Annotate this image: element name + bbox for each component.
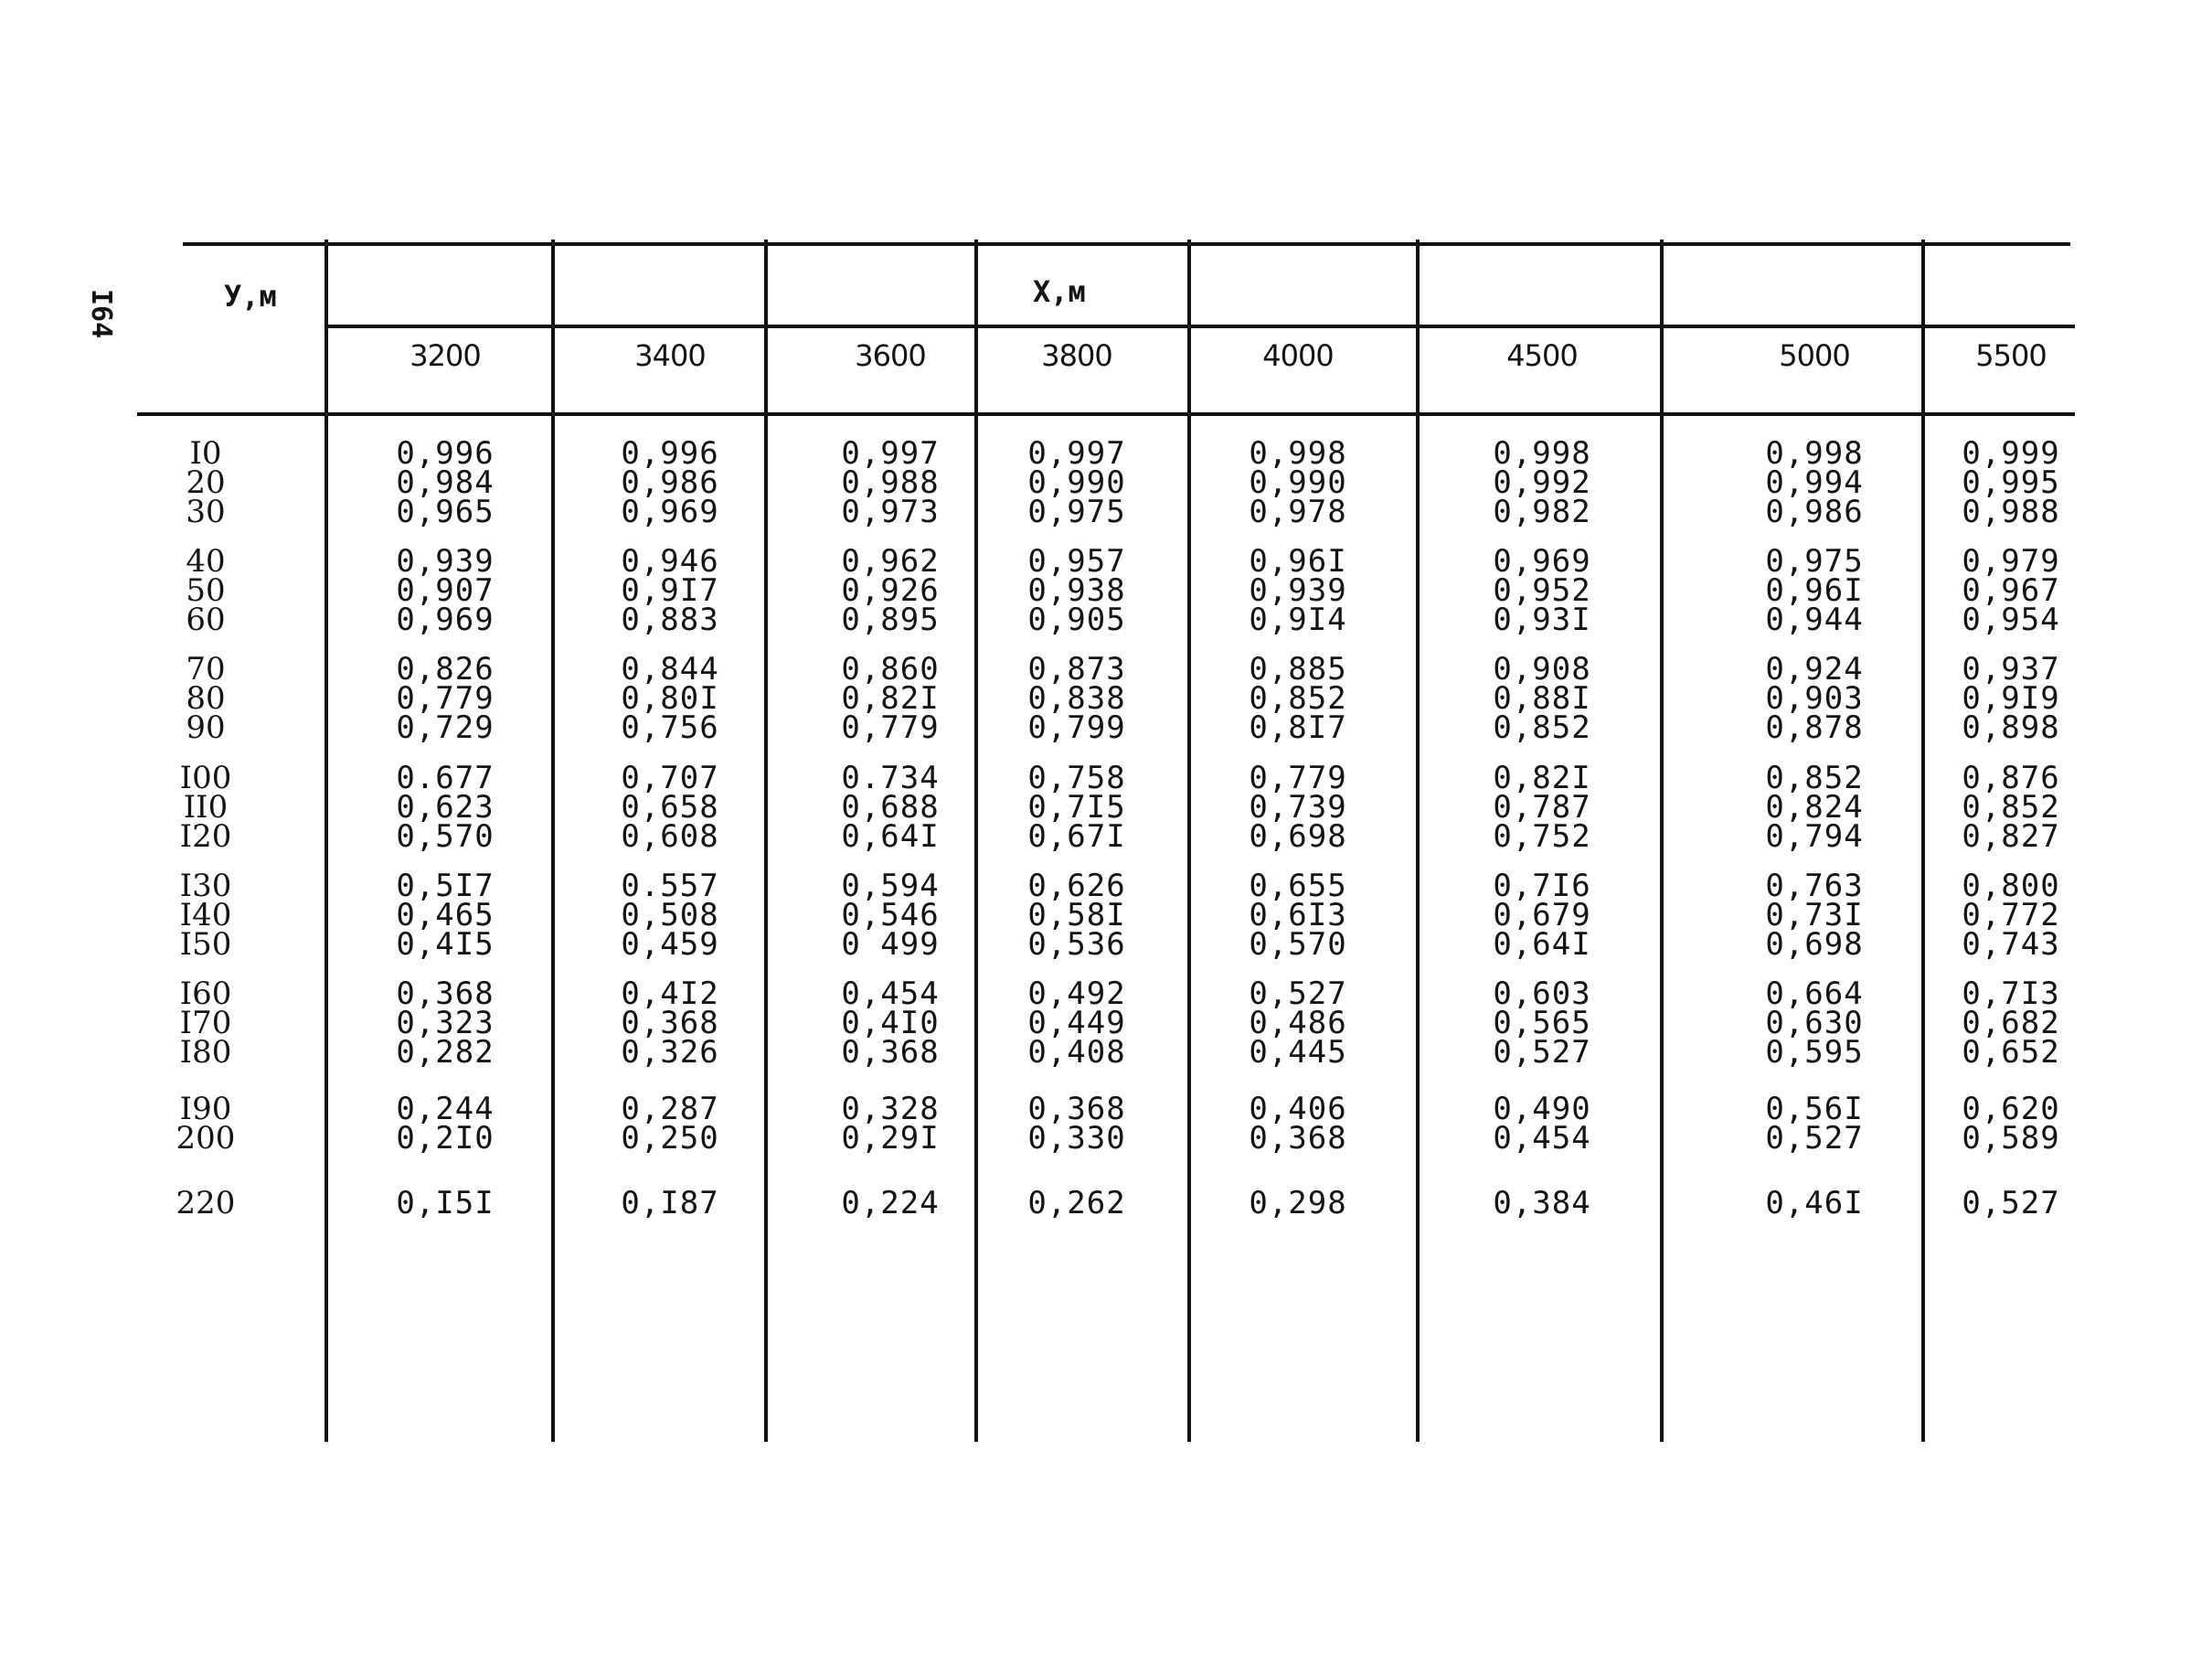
table-cell: 0,626 [1027,868,1126,904]
table-cell: 0,969 [1493,543,1591,580]
table-cell: 0,490 [1493,1091,1591,1127]
table-cell: 0,I87 [621,1185,719,1221]
table-cell: 0,5I7 [396,868,495,904]
table-cell: 0,595 [1765,1034,1864,1071]
table-cell: 0,682 [1962,1005,2060,1041]
table-cell: 0,406 [1249,1091,1347,1127]
page-number: I64 [85,289,117,339]
table-cell: 0,969 [621,494,719,530]
table-cell: 0,826 [396,651,495,688]
table-cell: 0,96I [1765,572,1864,609]
table-cell: 0,794 [1765,818,1864,855]
column-rule [1416,240,1420,1442]
table-cell: 0,56I [1765,1091,1864,1127]
column-header: 3600 [855,338,926,373]
column-header: 3200 [409,338,481,373]
table-cell: 0,9I4 [1249,602,1347,638]
table-cell: 0,954 [1962,602,2060,638]
table-cell: 0,536 [1027,926,1126,963]
table-cell: 0,7I5 [1027,789,1126,826]
table-cell: 0,978 [1249,494,1347,530]
table-cell: 0,603 [1493,976,1591,1012]
row-label: 200 [175,1120,236,1157]
table-cell: 0,986 [621,464,719,501]
row-label: II0 [183,789,229,826]
table-cell: 0,787 [1493,789,1591,826]
table-cell: 0,570 [1249,926,1347,963]
table-cell: 0,975 [1765,543,1864,580]
table-cell: 0,990 [1027,464,1126,501]
row-label: 220 [175,1185,236,1221]
column-header: 3800 [1041,338,1112,373]
table-cell: 0,368 [1027,1091,1126,1127]
table-cell: 0,756 [621,709,719,746]
table-cell: 0,984 [396,464,495,501]
table-cell: 0,445 [1249,1034,1347,1071]
table-cell: 0,459 [621,926,719,963]
table-cell: 0,652 [1962,1034,2060,1071]
table-cell: 0,707 [621,760,719,796]
table-cell: 0,454 [1493,1120,1591,1157]
table-cell: 0,999 [1962,435,2060,472]
table-cell: 0,876 [1962,760,2060,796]
table-cell: 0,8I7 [1249,709,1347,746]
table-cell: 0,454 [841,976,940,1012]
table-cell: 0,926 [841,572,940,609]
table-cell: 0.734 [841,760,940,796]
table-cell: 0,589 [1962,1120,2060,1157]
table-cell: 0,998 [1765,435,1864,472]
column-header: 4000 [1262,338,1334,373]
row-label: I0 [189,435,222,472]
table-cell: 0,250 [621,1120,719,1157]
table-cell: 0,630 [1765,1005,1864,1041]
table-cell: 0,282 [396,1034,495,1071]
table-cell: 0,4I5 [396,926,495,963]
row-label: 60 [186,602,226,638]
table-cell: 0,224 [841,1185,940,1221]
table-cell: 0,527 [1493,1034,1591,1071]
table-cell: 0,994 [1765,464,1864,501]
table-cell: 0,594 [841,868,940,904]
table-cell: 0,852 [1765,760,1864,796]
column-rule [1187,240,1191,1442]
table-cell: 0,698 [1765,926,1864,963]
table-cell: 0,80I [621,680,719,717]
table-cell: 0,368 [1249,1120,1347,1157]
table-cell: 0,492 [1027,976,1126,1012]
table-cell: 0.557 [621,868,719,904]
table-cell: 0,486 [1249,1005,1347,1041]
row-label: 90 [186,709,226,746]
table-cell: 0,779 [396,680,495,717]
table-cell: 0,965 [396,494,495,530]
row-label: 40 [186,543,226,580]
table-cell: 0,979 [1962,543,2060,580]
table-cell: 0,969 [396,602,495,638]
table-cell: 0,729 [396,709,495,746]
table-cell: 0,772 [1962,897,2060,933]
table-cell: 0,546 [841,897,940,933]
table-cell: 0,58I [1027,897,1126,933]
table-cell: 0,988 [1962,494,2060,530]
row-label: I00 [179,760,232,796]
row-label: I80 [179,1034,232,1071]
table-cell: 0,986 [1765,494,1864,530]
table-cell: 0,384 [1493,1185,1591,1221]
table-cell: 0,924 [1765,651,1864,688]
table-cell: 0,883 [621,602,719,638]
table-cell: 0,7I3 [1962,976,2060,1012]
table-cell: 0,6I3 [1249,897,1347,933]
table-cell: 0,903 [1765,680,1864,717]
table-cell: 0,908 [1493,651,1591,688]
table-cell: 0,988 [841,464,940,501]
table-cell: 0,570 [396,818,495,855]
column-rule [1660,240,1664,1442]
table-cell: 0,9I7 [621,572,719,609]
column-rule [974,240,978,1442]
table-cell: 0,608 [621,818,719,855]
header-bottom-rule [137,412,2075,416]
y-header: У,м [224,279,277,314]
table-cell: 0,4I0 [841,1005,940,1041]
table-cell: 0,800 [1962,868,2060,904]
table-cell: 0,368 [621,1005,719,1041]
table-cell: 0,408 [1027,1034,1126,1071]
column-header: 5500 [1975,338,2047,373]
table-cell: 0,992 [1493,464,1591,501]
row-label: I20 [179,818,232,855]
table-top-rule [183,242,2070,246]
table-cell: 0,7I6 [1493,868,1591,904]
column-rule [324,240,328,1442]
table-cell: 0,905 [1027,602,1126,638]
table-cell: 0,982 [1493,494,1591,530]
column-header: 4500 [1506,338,1578,373]
column-rule [764,240,768,1442]
table-cell: 0,946 [621,543,719,580]
table-cell: 0,658 [621,789,719,826]
table-cell: 0,73I [1765,897,1864,933]
row-label: I50 [179,926,232,963]
table-cell: 0,527 [1249,976,1347,1012]
row-label: I60 [179,976,232,1012]
table-cell: 0,64I [841,818,940,855]
table-cell: 0,838 [1027,680,1126,717]
table-cell: 0,328 [841,1091,940,1127]
table-cell: 0,998 [1493,435,1591,472]
table-cell: 0,244 [396,1091,495,1127]
row-label: I30 [179,868,232,904]
table-cell: 0,I5I [396,1185,495,1221]
table-cell: 0,895 [841,602,940,638]
table-cell: 0,565 [1493,1005,1591,1041]
table-cell: 0,939 [1249,572,1347,609]
table-cell: 0.677 [396,760,495,796]
table-cell: 0,907 [396,572,495,609]
table-cell: 0,655 [1249,868,1347,904]
table-cell: 0,96I [1249,543,1347,580]
table-cell: 0,752 [1493,818,1591,855]
row-label: I90 [179,1091,232,1127]
table-cell: 0,957 [1027,543,1126,580]
table-cell: 0,323 [396,1005,495,1041]
column-header: 5000 [1779,338,1850,373]
table-cell: 0,997 [1027,435,1126,472]
table-cell: 0,88I [1493,680,1591,717]
table-cell: 0,939 [396,543,495,580]
table-cell: 0,997 [841,435,940,472]
row-label: 70 [186,651,226,688]
row-label: I70 [179,1005,232,1041]
table-cell: 0,64I [1493,926,1591,963]
x-header: Х,м [1033,274,1086,309]
table-cell: 0,937 [1962,651,2060,688]
table-cell: 0 499 [841,926,940,963]
table-cell: 0,330 [1027,1120,1126,1157]
table-cell: 0,975 [1027,494,1126,530]
table-cell: 0,2I0 [396,1120,495,1157]
row-label: 50 [186,572,226,609]
column-rule [551,240,555,1442]
table-cell: 0,996 [621,435,719,472]
x-header-rule [327,325,2075,328]
table-cell: 0,298 [1249,1185,1347,1221]
table-cell: 0,326 [621,1034,719,1071]
table-cell: 0,93I [1493,602,1591,638]
row-label: 20 [186,464,226,501]
table-cell: 0,465 [396,897,495,933]
table-cell: 0,844 [621,651,719,688]
table-cell: 0,967 [1962,572,2060,609]
table-cell: 0,827 [1962,818,2060,855]
row-label: I40 [179,897,232,933]
table-cell: 0,262 [1027,1185,1126,1221]
table-cell: 0,623 [396,789,495,826]
table-cell: 0,449 [1027,1005,1126,1041]
table-cell: 0,952 [1493,572,1591,609]
table-cell: 0,852 [1249,680,1347,717]
table-cell: 0,898 [1962,709,2060,746]
table-cell: 0,368 [396,976,495,1012]
table-cell: 0,698 [1249,818,1347,855]
table-cell: 0,779 [1249,760,1347,796]
table-cell: 0,995 [1962,464,2060,501]
row-label: 30 [186,494,226,530]
table-cell: 0,679 [1493,897,1591,933]
table-cell: 0,799 [1027,709,1126,746]
table-cell: 0,46I [1765,1185,1864,1221]
table-cell: 0,998 [1249,435,1347,472]
table-cell: 0,990 [1249,464,1347,501]
table-cell: 0,29I [841,1120,940,1157]
table-cell: 0,763 [1765,868,1864,904]
table-cell: 0,368 [841,1034,940,1071]
table-cell: 0,852 [1962,789,2060,826]
table-cell: 0,4I2 [621,976,719,1012]
column-rule [1921,240,1925,1442]
table-cell: 0,860 [841,651,940,688]
table-cell: 0,9I9 [1962,680,2060,717]
table-cell: 0,779 [841,709,940,746]
table-cell: 0,739 [1249,789,1347,826]
table-cell: 0,688 [841,789,940,826]
table-cell: 0,758 [1027,760,1126,796]
table-cell: 0,82I [1493,760,1591,796]
table-cell: 0,973 [841,494,940,530]
row-label: 80 [186,680,226,717]
table-cell: 0,824 [1765,789,1864,826]
table-cell: 0,938 [1027,572,1126,609]
table-cell: 0,620 [1962,1091,2060,1127]
table-cell: 0,852 [1493,709,1591,746]
table-cell: 0,527 [1765,1120,1864,1157]
table-cell: 0,873 [1027,651,1126,688]
table-cell: 0,67I [1027,818,1126,855]
table-cell: 0,944 [1765,602,1864,638]
table-cell: 0,82I [841,680,940,717]
table-cell: 0,743 [1962,926,2060,963]
table-cell: 0,527 [1962,1185,2060,1221]
table-cell: 0,878 [1765,709,1864,746]
table-cell: 0,664 [1765,976,1864,1012]
table-cell: 0,508 [621,897,719,933]
column-header: 3400 [634,338,706,373]
table-cell: 0,287 [621,1091,719,1127]
table-cell: 0,962 [841,543,940,580]
table-cell: 0,885 [1249,651,1347,688]
table-cell: 0,996 [396,435,495,472]
